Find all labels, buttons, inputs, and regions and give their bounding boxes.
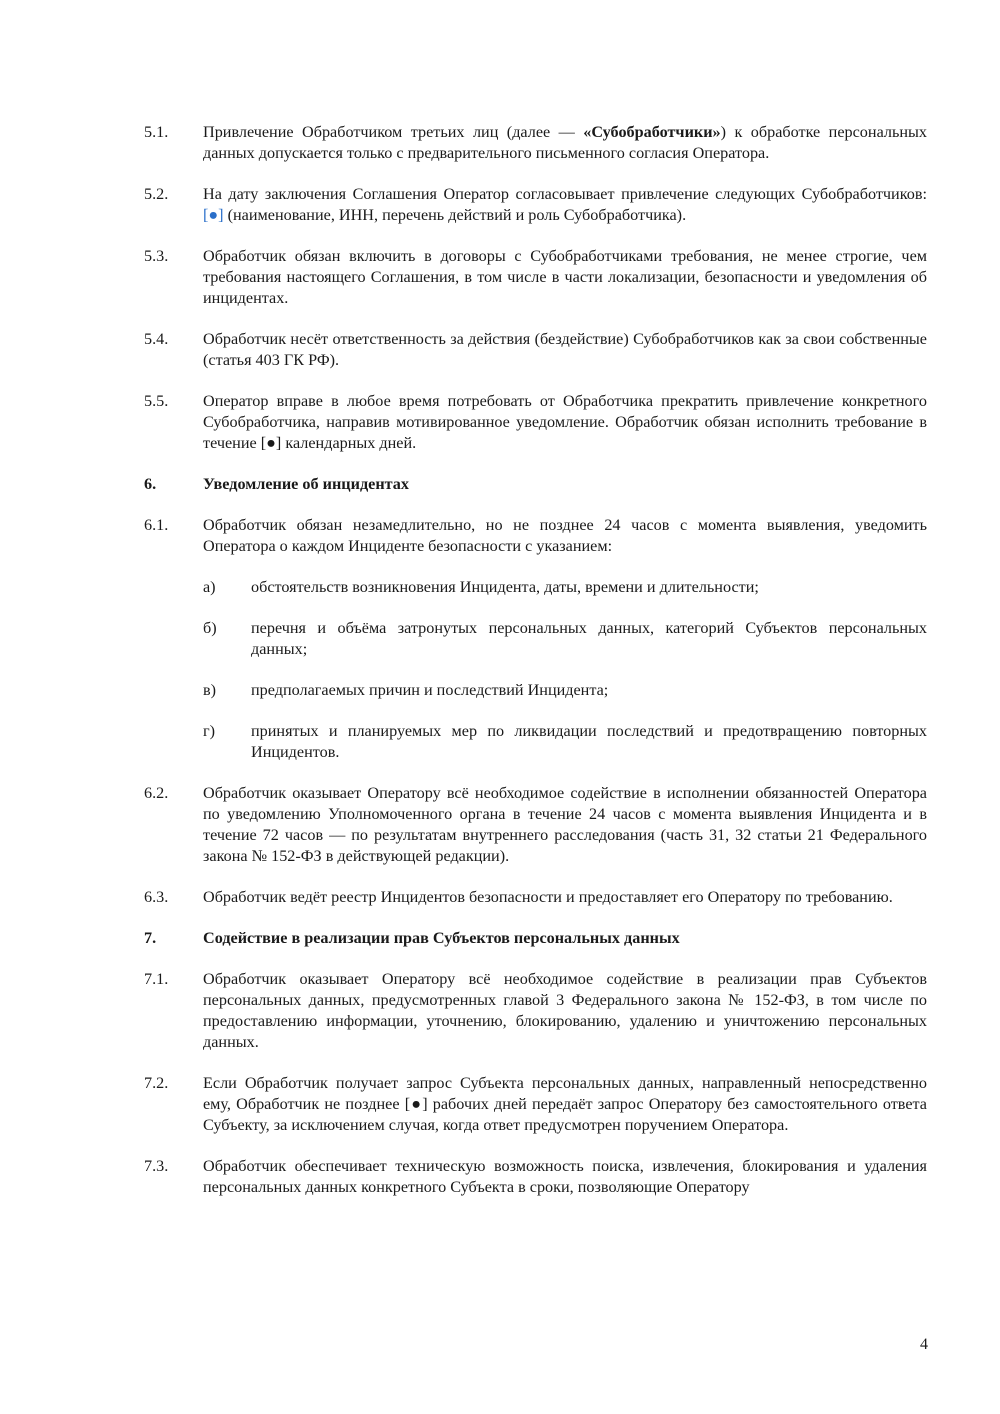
clause-text-part: Привлечение Обработчиком третьих лиц (далее — [203, 123, 584, 141]
clause-text: Если Обработчик получает запрос Субъекта персональных данных, направленный непосредственно ему, Обработчик не позднее [●] рабочих дней передаёт запрос Оператору без самостоятельного ответа Субъекту, за исключением случая, когда ответ предусмотрен поручением Оператора. [203, 1074, 927, 1134]
section-title: Уведомление об инцидентах [203, 475, 409, 493]
clause-7-2 [144, 1073, 927, 1136]
clause-text: Обработчик оказывает Оператору всё необходимое содействие в исполнении обязанностей Оператора по уведомлению Уполномоченного органа в течение 24 часов с момента выявления Инцидента и в течение 72 часов — по результатам внутреннего расследования (часть 31, 32 статьи 21 Федерального закона № 152-ФЗ в действующей редакции). [203, 784, 927, 865]
clause-7-3 [144, 1156, 927, 1198]
list-item-text: предполагаемых причин и последствий Инцидента; [251, 681, 609, 699]
section-heading-7 [144, 928, 927, 949]
clause-text-part: ) к обработке персональных данных допускается только с предварительного письменного согласия Оператора. [203, 123, 927, 162]
clause-number: 7.3. [144, 1157, 169, 1175]
clause-text: Обработчик обязан незамедлительно, но не позднее 24 часов с момента выявления, уведомить Оператора о каждом Инциденте безопасности с указанием: [203, 516, 927, 555]
clause-text-part: На дату заключения Соглашения Оператор согласовывает привлечение следующих Субобработчиков: [203, 185, 927, 203]
document-body [144, 122, 927, 1218]
clause-text-part: (наименование, ИНН, перечень действий и роль Субобработчика). [223, 206, 687, 224]
list-item-letter: а) [203, 578, 216, 596]
list-item [203, 618, 927, 660]
clause-text: Обработчик ведёт реестр Инцидентов безопасности и предоставляет его Оператору по требованию. [203, 888, 893, 906]
clause-6-2 [144, 783, 927, 867]
clause-7-1 [144, 969, 927, 1053]
clause-6-3 [144, 887, 927, 908]
defined-term: «Субобработчики» [583, 123, 721, 141]
list-item [203, 721, 927, 763]
section-heading-6 [144, 474, 927, 495]
clause-5-2 [144, 184, 927, 226]
list-item-text: обстоятельств возникновения Инцидента, даты, времени и длительности; [251, 578, 759, 596]
clause-text [203, 184, 927, 226]
clause-text: Обработчик оказывает Оператору всё необходимое содействие в реализации прав Субъектов персональных данных, предусмотренных главой 3 Федерального закона № 152-ФЗ, в том числе по предоставлению информации, уточнению, блокированию, удалению и уничтожению персональных данных. [203, 970, 927, 1051]
clause-number: 6.2. [144, 784, 169, 802]
clause-5-1 [144, 122, 927, 164]
list-item-text: принятых и планируемых мер по ликвидации последствий и предотвращению повторных Инцидентов. [251, 722, 927, 761]
placeholder-field[interactable]: [●] [203, 206, 224, 224]
list-item-text: перечня и объёма затронутых персональных данных, категорий Субъектов персональных данных; [251, 619, 927, 658]
list-item [203, 577, 927, 598]
clause-number: 5.5. [144, 392, 169, 410]
list-item-letter: б) [203, 619, 217, 637]
clause-text: Оператор вправе в любое время потребовать от Обработчика прекратить привлечение конкретного Субобработчика, направив мотивированное уведомление. Обработчик обязан исполнить требование в течение [●] календарных дней. [203, 392, 927, 452]
clause-6-1 [144, 515, 927, 557]
clause-number: 5.3. [144, 247, 169, 265]
clause-5-4 [144, 329, 927, 371]
clause-text: Обработчик несёт ответственность за действия (бездействие) Субобработчиков как за свои собственные (статья 403 ГК РФ). [203, 330, 927, 369]
page-number: 4 [920, 1336, 928, 1353]
clause-text: Обработчик обязан включить в договоры с Субобработчиками требования, не менее строгие, чем требования настоящего Соглашения, в том числе в части локализации, безопасности и уведомления об инцидентах. [203, 247, 927, 307]
section-title: Содействие в реализации прав Субъектов персональных данных [203, 929, 680, 947]
clause-5-3 [144, 246, 927, 309]
clause-number: 6.3. [144, 888, 169, 906]
clause-number: 7.2. [144, 1074, 169, 1092]
clause-text: Обработчик обеспечивает техническую возможность поиска, извлечения, блокирования и удаления персональных данных конкретного Субъекта в сроки, позволяющие Оператору [203, 1157, 927, 1196]
section-number: 6. [144, 475, 157, 493]
clause-text [203, 122, 927, 164]
clause-5-5 [144, 391, 927, 454]
clause-number: 7.1. [144, 970, 169, 988]
clause-number: 6.1. [144, 516, 169, 534]
list-item [203, 680, 927, 701]
section-number: 7. [144, 929, 157, 947]
clause-number: 5.1. [144, 123, 169, 141]
clause-number: 5.2. [144, 185, 169, 203]
clause-number: 5.4. [144, 330, 169, 348]
list-item-letter: г) [203, 722, 216, 740]
list-item-letter: в) [203, 681, 217, 699]
